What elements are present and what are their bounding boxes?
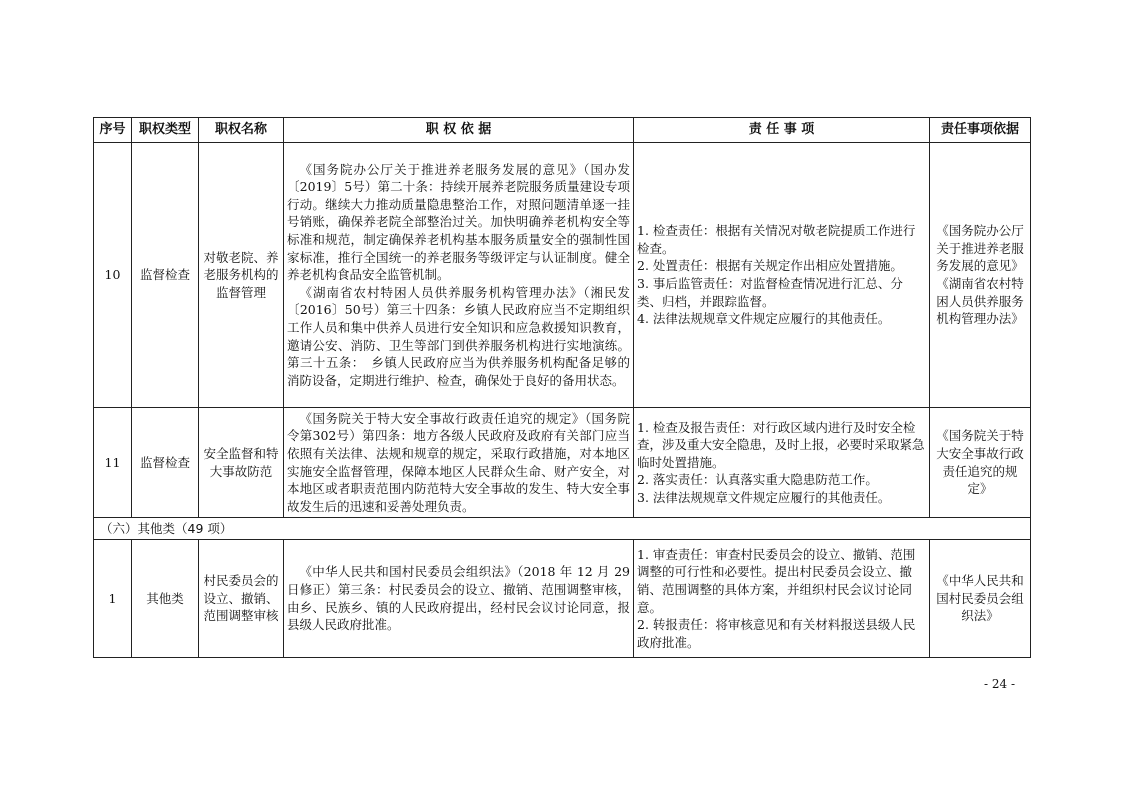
row-name: 安全监督和特大事故防范 [199,408,284,518]
row-seq: 10 [94,143,132,408]
basis-paragraph: 《国务院关于特大安全事故行政责任追究的规定》（国务院令第302号）第四条：地方各级人民政府及政府有关部门应当依照有关法律、法规和规章的规定，采取行政措施，对本地区实施安全监督管理，保障本地区人民群众生命、财产安全，对本地区或者职责范围内防范特大安全事故的发生、特大安全事故发生后的迅速和妥善处理负责。 [287,410,630,514]
section-heading-row [94,518,1031,540]
row-seq: 1 [94,540,132,658]
duty-item: 3. 事后监管责任：对监督检查情况进行汇总、分类、归档，并跟踪监督。 [637,276,903,309]
duty-item: 1. 检查及报告责任：对行政区域内进行及时安全检查，涉及重大安全隐患，及时上报，必要时采取紧急临时处置措施。 [637,419,925,470]
row-name: 对敬老院、养老服务机构的监督管理 [199,143,284,408]
duty-item: 1. 检查责任：根据有关情况对敬老院提质工作进行检查。 [637,223,916,256]
row-basis [284,408,634,518]
basis-paragraph: 《湖南省农村特困人员供养服务机构管理办法》（湘民发〔2016〕50号）第三十四条：乡镇人民政府应当不定期组织工作人员和集中供养人员进行安全知识和应急救援知识教育，邀请公安、消防、卫生等部门到供养服务机构进行实地演练。第三十五条： 乡镇人民政府应当为供养服务机构配备足够的消防设备，定期进行维护、检查，确保处于良好的备用状态。 [287,284,630,388]
row-duty-basis: 《中华人民共和国村民委员会组织法》 [930,540,1031,658]
row-type: 其他类 [132,540,199,658]
duty-item: 3. 法律法规规章文件规定应履行的其他责任。 [637,489,891,505]
row-name: 村民委员会的设立、撤销、范围调整审核 [199,540,284,658]
header-name: 职权名称 [199,118,284,143]
duty-item: 2. 转报责任：将审核意见和有关材料报送县级人民政府批准。 [637,617,916,650]
header-duty: 责 任 事 项 [634,118,930,143]
section-heading: （六）其他类（49 项） [94,518,1031,540]
table-row [94,408,1031,518]
row-duties [634,408,930,518]
row-duties [634,540,930,658]
row-type: 监督检查 [132,408,199,518]
duty-item: 1. 审查责任：审查村民委员会的设立、撤销、范围调整的可行性和必要性。提出村民委员会设立、撤销、范围调整的具体方案，并组织村民会议讨论同意。 [637,546,916,615]
row-basis [284,143,634,408]
row-basis [284,540,634,658]
table-row [94,540,1031,658]
header-row [94,118,1031,143]
duty-item: 2. 处置责任：根据有关规定作出相应处置措施。 [637,258,903,274]
duty-item: 4. 法律法规规章文件规定应履行的其他责任。 [637,311,891,327]
page-number: - 24 - [984,677,1016,691]
table-row [94,143,1031,408]
header-duty-basis: 责任事项依据 [930,118,1031,143]
basis-paragraph: 《国务院办公厅关于推进养老服务发展的意见》（国办发〔2019〕5号）第二十条：持续开展养老院服务质量建设专项行动。继续大力推动质量隐患整治工作，对照问题清单逐一挂号销账，确保养老院全部整治过关。加快明确养老机构安全等标准和规范，制定确保养老机构基本服务质量安全的强制性国家标准，推行全国统一的养老服务等级评定与认证制度。健全养老机构食品安全监管机制。 [287,161,630,283]
basis-paragraph: 《中华人民共和国村民委员会组织法》（2018 年 12 月 29 日修正）第三条：村民委员会的设立、撤销、范围调整审核，由乡、民族乡、镇的人民政府提出，经村民会议讨论同意，报县级人民政府批准。 [287,564,630,633]
duty-item: 2. 落实责任：认真落实重大隐患防范工作。 [637,472,878,488]
responsibility-table [93,117,1031,658]
row-type: 监督检查 [132,143,199,408]
header-seq: 序号 [94,118,132,143]
row-duties [634,143,930,408]
row-duty-basis: 《国务院关于特大安全事故行政责任追究的规定》 [930,408,1031,518]
row-seq: 11 [94,408,132,518]
header-basis: 职 权 依 据 [284,118,634,143]
header-type: 职权类型 [132,118,199,143]
row-duty-basis: 《国务院办公厅关于推进养老服务发展的意见》《湖南省农村特困人员供养服务机构管理办法》 [930,143,1031,408]
